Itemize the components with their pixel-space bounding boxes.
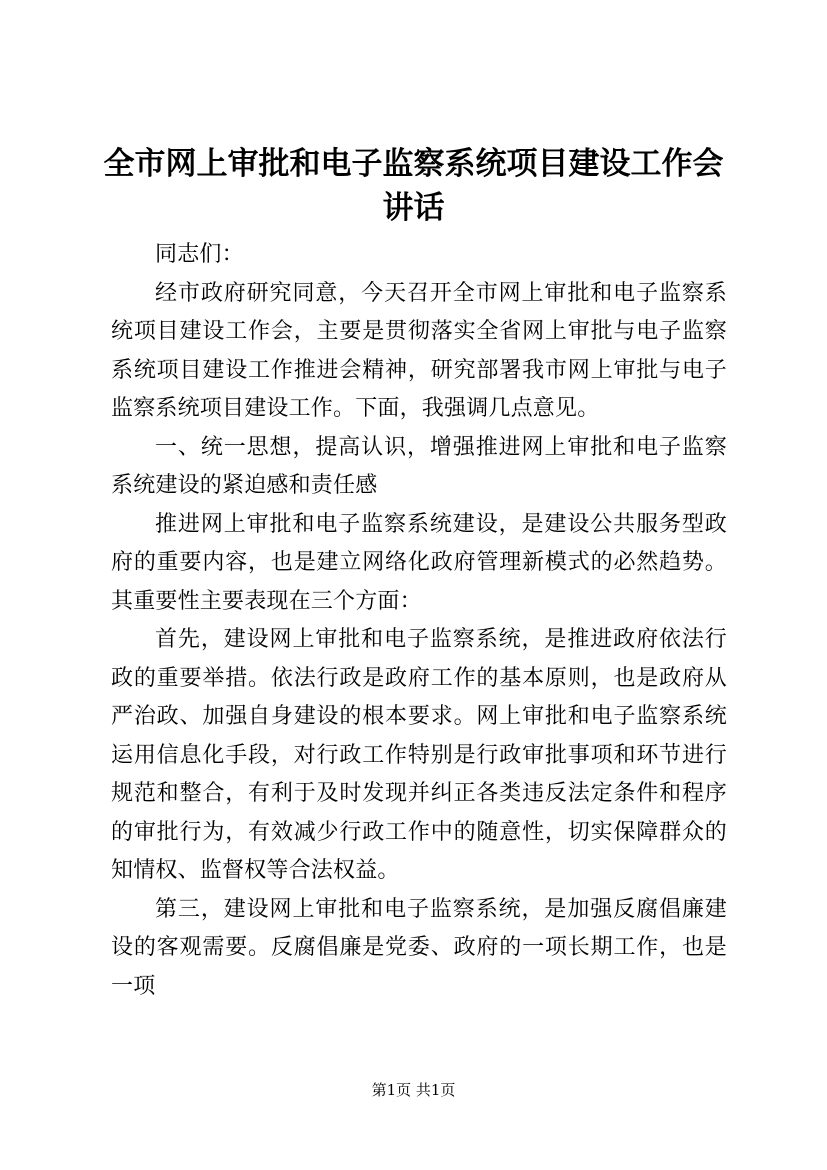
document-body bbox=[111, 236, 727, 1006]
paragraph-importance: 推进网上审批和电子监察系统建设，是建设公共服务型政府的重要内容，也是建立网络化政府管理新模式的必然趋势。其重要性主要表现在三个方面： bbox=[111, 511, 727, 614]
paragraph-first-point: 首先，建设网上审批和电子监察系统，是推进政府依法行政的重要举措。依法行政是政府工作的基本原则，也是政府从严治政、加强自身建设的根本要求。网上审批和电子监察系统运用信息化手段，对行政工作特别是行政审批事项和环节进行规范和整合，有利于及时发现并纠正各类违反法定条件和程序的审批行为，有效减少行政工作中的随意性，切实保障群众的知情权、监督权等合法权益。 bbox=[111, 627, 727, 883]
section-heading-1: 一、统一思想，提高认识，增强推进网上审批和电子监察系统建设的紧迫感和责任感 bbox=[111, 434, 727, 498]
paragraph-greeting: 同志们： bbox=[155, 242, 244, 267]
paragraph-intro: 经市政府研究同意，今天召开全市网上审批和电子监察系统项目建设工作会，主要是贯彻落实全省网上审批与电子监察系统项目建设工作推进会精神，研究部署我市网上审批与电子监察系统项目建设工作。下面，我强调几点意见。 bbox=[111, 280, 727, 421]
title-line-2: 讲话 bbox=[382, 190, 445, 226]
paragraph-third-point: 第三，建设网上审批和电子监察系统，是加强反腐倡廉建设的客观需要。反腐倡廉是党委、政府的一项长期工作，也是一项 bbox=[111, 896, 727, 999]
page-footer: 第1页 共1页 bbox=[371, 1081, 456, 1099]
title-line-1: 全市网上审批和电子监察系统项目建设工作会 bbox=[103, 146, 724, 182]
document-title bbox=[90, 142, 737, 230]
